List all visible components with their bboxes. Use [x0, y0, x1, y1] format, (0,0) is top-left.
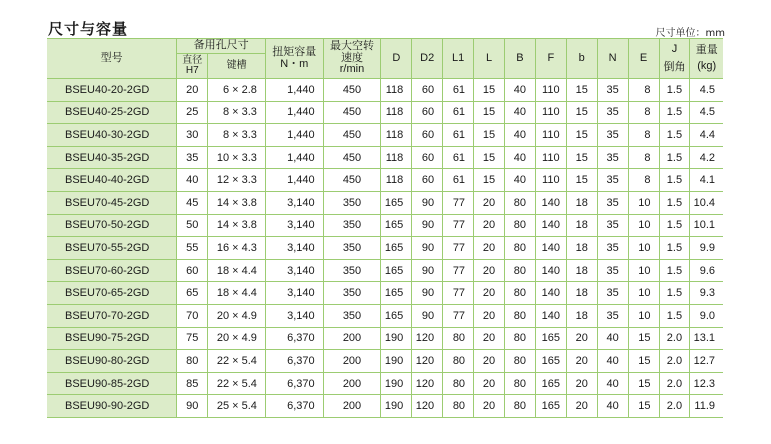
cell-L1: 61 — [443, 101, 474, 124]
cell-E: 10 — [628, 237, 659, 260]
cell-b: 18 — [566, 304, 597, 327]
cell-torque: 3,140 — [265, 191, 323, 214]
cell-B: 80 — [504, 327, 535, 350]
header-speed — [323, 39, 381, 79]
cell-weight: 4.5 — [690, 101, 723, 124]
cell-B: 40 — [504, 169, 535, 192]
cell-N: 35 — [597, 259, 628, 282]
cell-F: 165 — [535, 350, 566, 373]
cell-weight: 12.7 — [690, 350, 723, 373]
cell-B: 80 — [504, 350, 535, 373]
cell-N: 35 — [597, 169, 628, 192]
cell-B: 80 — [504, 304, 535, 327]
cell-E: 15 — [628, 350, 659, 373]
cell-D2: 60 — [412, 124, 443, 147]
cell-N: 35 — [597, 101, 628, 124]
table-row — [47, 395, 723, 418]
cell-J: 1.5 — [659, 146, 690, 169]
cell-speed: 350 — [323, 237, 381, 260]
cell-N: 40 — [597, 372, 628, 395]
table-row — [47, 124, 723, 147]
cell-L: 20 — [474, 237, 505, 260]
cell-model: BSEU70-70-2GD — [47, 304, 177, 327]
cell-D: 165 — [381, 191, 412, 214]
cell-N: 35 — [597, 304, 628, 327]
cell-bore-dia: 25 — [177, 101, 208, 124]
cell-L1: 80 — [443, 372, 474, 395]
cell-model: BSEU70-50-2GD — [47, 214, 177, 237]
cell-L1: 61 — [443, 79, 474, 102]
cell-E: 15 — [628, 395, 659, 418]
cell-L: 20 — [474, 191, 505, 214]
cell-D: 118 — [381, 124, 412, 147]
cell-bore-dia: 80 — [177, 350, 208, 373]
cell-F: 140 — [535, 237, 566, 260]
cell-B: 80 — [504, 259, 535, 282]
header-D2: D2 — [412, 39, 443, 79]
cell-L: 15 — [474, 101, 505, 124]
cell-N: 40 — [597, 350, 628, 373]
cell-keyway: 14 × 3.8 — [208, 214, 266, 237]
cell-b: 20 — [566, 395, 597, 418]
cell-J: 2.0 — [659, 372, 690, 395]
cell-D2: 60 — [412, 101, 443, 124]
cell-J: 2.0 — [659, 350, 690, 373]
cell-F: 140 — [535, 259, 566, 282]
cell-torque: 3,140 — [265, 304, 323, 327]
header-model: 型号 — [47, 39, 177, 79]
cell-J: 1.5 — [659, 101, 690, 124]
cell-D: 190 — [381, 395, 412, 418]
cell-speed: 350 — [323, 304, 381, 327]
page-title: 尺寸与容量 — [48, 20, 129, 38]
cell-weight: 13.1 — [690, 327, 723, 350]
table-row — [47, 282, 723, 305]
cell-keyway: 22 × 5.4 — [208, 372, 266, 395]
header-N: N — [597, 39, 628, 79]
cell-weight: 9.9 — [690, 237, 723, 260]
cell-N: 35 — [597, 282, 628, 305]
cell-bore-dia: 85 — [177, 372, 208, 395]
table-row — [47, 101, 723, 124]
cell-b: 18 — [566, 282, 597, 305]
table-row — [47, 214, 723, 237]
cell-J: 1.5 — [659, 169, 690, 192]
header-L1: L1 — [443, 39, 474, 79]
cell-weight: 4.5 — [690, 79, 723, 102]
cell-B: 40 — [504, 79, 535, 102]
cell-B: 80 — [504, 372, 535, 395]
cell-E: 10 — [628, 304, 659, 327]
cell-keyway: 25 × 5.4 — [208, 395, 266, 418]
cell-F: 110 — [535, 101, 566, 124]
cell-torque: 3,140 — [265, 237, 323, 260]
cell-F: 140 — [535, 304, 566, 327]
table-row — [47, 79, 723, 102]
cell-model: BSEU70-45-2GD — [47, 191, 177, 214]
cell-keyway: 22 × 5.4 — [208, 350, 266, 373]
cell-L1: 77 — [443, 237, 474, 260]
cell-L1: 61 — [443, 146, 474, 169]
cell-B: 80 — [504, 237, 535, 260]
cell-bore-dia: 75 — [177, 327, 208, 350]
cell-B: 80 — [504, 282, 535, 305]
cell-D: 165 — [381, 304, 412, 327]
table-row — [47, 169, 723, 192]
cell-L: 20 — [474, 259, 505, 282]
table-row — [47, 259, 723, 282]
cell-B: 80 — [504, 395, 535, 418]
cell-J: 1.5 — [659, 79, 690, 102]
header-bore-dia — [177, 54, 208, 79]
cell-torque: 3,140 — [265, 259, 323, 282]
cell-model: BSEU70-65-2GD — [47, 282, 177, 305]
header-torque — [265, 39, 323, 79]
cell-F: 165 — [535, 327, 566, 350]
cell-L: 20 — [474, 304, 505, 327]
header-keyway: 键槽 — [208, 54, 266, 79]
table-body — [47, 79, 723, 418]
cell-F: 165 — [535, 395, 566, 418]
cell-E: 8 — [628, 79, 659, 102]
header-J — [659, 39, 690, 79]
cell-N: 35 — [597, 79, 628, 102]
cell-N: 35 — [597, 237, 628, 260]
cell-J: 1.5 — [659, 259, 690, 282]
cell-J: 1.5 — [659, 124, 690, 147]
cell-keyway: 20 × 4.9 — [208, 327, 266, 350]
cell-L1: 77 — [443, 214, 474, 237]
cell-D: 165 — [381, 282, 412, 305]
cell-F: 110 — [535, 124, 566, 147]
cell-J: 2.0 — [659, 395, 690, 418]
cell-bore-dia: 65 — [177, 282, 208, 305]
cell-b: 18 — [566, 191, 597, 214]
cell-model: BSEU70-55-2GD — [47, 237, 177, 260]
header-B: B — [504, 39, 535, 79]
header-row-1 — [47, 39, 723, 54]
cell-E: 8 — [628, 146, 659, 169]
cell-model: BSEU90-80-2GD — [47, 350, 177, 373]
cell-L: 20 — [474, 282, 505, 305]
cell-bore-dia: 50 — [177, 214, 208, 237]
cell-L1: 77 — [443, 191, 474, 214]
cell-F: 165 — [535, 372, 566, 395]
cell-E: 8 — [628, 101, 659, 124]
header-speed-unit: r/min — [339, 63, 365, 76]
cell-speed: 350 — [323, 259, 381, 282]
cell-weight: 9.0 — [690, 304, 723, 327]
cell-torque: 6,370 — [265, 350, 323, 373]
cell-D2: 60 — [412, 146, 443, 169]
cell-B: 40 — [504, 101, 535, 124]
header-weight-label: 重量 — [695, 43, 718, 56]
cell-bore-dia: 30 — [177, 124, 208, 147]
cell-E: 15 — [628, 327, 659, 350]
cell-F: 110 — [535, 146, 566, 169]
cell-J: 1.5 — [659, 282, 690, 305]
cell-D2: 90 — [412, 304, 443, 327]
cell-B: 40 — [504, 146, 535, 169]
cell-speed: 450 — [323, 124, 381, 147]
cell-model: BSEU90-85-2GD — [47, 372, 177, 395]
cell-b: 15 — [566, 124, 597, 147]
header-weight-unit: (kg) — [697, 59, 717, 72]
cell-model: BSEU40-20-2GD — [47, 79, 177, 102]
table-row — [47, 191, 723, 214]
cell-E: 8 — [628, 124, 659, 147]
cell-keyway: 14 × 3.8 — [208, 191, 266, 214]
cell-keyway: 20 × 4.9 — [208, 304, 266, 327]
table-row — [47, 304, 723, 327]
cell-speed: 350 — [323, 191, 381, 214]
cell-D2: 120 — [412, 327, 443, 350]
cell-torque: 1,440 — [265, 101, 323, 124]
table-row — [47, 372, 723, 395]
cell-b: 18 — [566, 259, 597, 282]
cell-B: 80 — [504, 191, 535, 214]
cell-keyway: 6 × 2.8 — [208, 79, 266, 102]
cell-B: 40 — [504, 124, 535, 147]
cell-L: 15 — [474, 79, 505, 102]
cell-D: 190 — [381, 327, 412, 350]
cell-torque: 1,440 — [265, 146, 323, 169]
cell-L1: 80 — [443, 350, 474, 373]
cell-speed: 450 — [323, 146, 381, 169]
cell-b: 20 — [566, 372, 597, 395]
cell-E: 10 — [628, 191, 659, 214]
cell-torque: 6,370 — [265, 327, 323, 350]
cell-weight: 4.4 — [690, 124, 723, 147]
cell-speed: 450 — [323, 101, 381, 124]
cell-keyway: 8 × 3.3 — [208, 124, 266, 147]
cell-b: 18 — [566, 237, 597, 260]
cell-weight: 10.4 — [690, 191, 723, 214]
table-row — [47, 327, 723, 350]
cell-weight: 11.9 — [690, 395, 723, 418]
header-J-label: J — [671, 42, 678, 55]
cell-speed: 200 — [323, 327, 381, 350]
cell-model: BSEU70-60-2GD — [47, 259, 177, 282]
cell-J: 2.0 — [659, 327, 690, 350]
cell-model: BSEU40-35-2GD — [47, 146, 177, 169]
cell-D: 190 — [381, 350, 412, 373]
cell-keyway: 18 × 4.4 — [208, 259, 266, 282]
cell-keyway: 18 × 4.4 — [208, 282, 266, 305]
cell-L1: 80 — [443, 395, 474, 418]
cell-J: 1.5 — [659, 237, 690, 260]
cell-L: 20 — [474, 372, 505, 395]
table-row — [47, 146, 723, 169]
cell-N: 40 — [597, 327, 628, 350]
cell-D: 165 — [381, 259, 412, 282]
cell-D2: 120 — [412, 372, 443, 395]
cell-J: 1.5 — [659, 304, 690, 327]
cell-B: 80 — [504, 214, 535, 237]
cell-D: 190 — [381, 372, 412, 395]
cell-J: 1.5 — [659, 214, 690, 237]
cell-L: 20 — [474, 350, 505, 373]
cell-N: 35 — [597, 214, 628, 237]
cell-model: BSEU90-75-2GD — [47, 327, 177, 350]
cell-L: 20 — [474, 327, 505, 350]
cell-N: 40 — [597, 395, 628, 418]
cell-speed: 200 — [323, 372, 381, 395]
cell-D2: 90 — [412, 214, 443, 237]
header-torque-unit: N・m — [280, 57, 309, 70]
cell-F: 140 — [535, 282, 566, 305]
cell-model: BSEU40-25-2GD — [47, 101, 177, 124]
cell-bore-dia: 20 — [177, 79, 208, 102]
cell-D2: 90 — [412, 237, 443, 260]
header-weight — [690, 39, 723, 79]
cell-L: 15 — [474, 146, 505, 169]
cell-L: 20 — [474, 214, 505, 237]
cell-L1: 80 — [443, 327, 474, 350]
cell-bore-dia: 60 — [177, 259, 208, 282]
cell-speed: 200 — [323, 395, 381, 418]
header-L: L — [474, 39, 505, 79]
unit-label: 尺寸单位：mm — [655, 28, 725, 39]
cell-keyway: 16 × 4.3 — [208, 237, 266, 260]
header-bore-group: 备用孔尺寸 — [177, 39, 266, 54]
cell-bore-dia: 45 — [177, 191, 208, 214]
cell-speed: 450 — [323, 169, 381, 192]
cell-E: 10 — [628, 282, 659, 305]
cell-L1: 77 — [443, 304, 474, 327]
cell-b: 15 — [566, 101, 597, 124]
header-speed-line1: 最大空转 — [329, 40, 374, 53]
cell-torque: 1,440 — [265, 79, 323, 102]
cell-L: 15 — [474, 124, 505, 147]
cell-speed: 200 — [323, 350, 381, 373]
cell-F: 140 — [535, 214, 566, 237]
cell-b: 15 — [566, 79, 597, 102]
cell-F: 140 — [535, 191, 566, 214]
cell-keyway: 8 × 3.3 — [208, 101, 266, 124]
cell-b: 15 — [566, 169, 597, 192]
header-speed-line2: 速度 — [340, 51, 363, 64]
cell-torque: 3,140 — [265, 214, 323, 237]
header-bore-dia-tol: H7 — [185, 65, 199, 76]
cell-bore-dia: 55 — [177, 237, 208, 260]
cell-D2: 60 — [412, 79, 443, 102]
cell-D: 165 — [381, 237, 412, 260]
cell-L: 20 — [474, 395, 505, 418]
cell-N: 35 — [597, 146, 628, 169]
cell-weight: 4.1 — [690, 169, 723, 192]
header-D: D — [381, 39, 412, 79]
cell-torque: 6,370 — [265, 372, 323, 395]
cell-D: 118 — [381, 79, 412, 102]
cell-E: 10 — [628, 214, 659, 237]
cell-N: 35 — [597, 191, 628, 214]
cell-F: 110 — [535, 79, 566, 102]
cell-torque: 1,440 — [265, 169, 323, 192]
cell-b: 20 — [566, 350, 597, 373]
cell-E: 15 — [628, 372, 659, 395]
cell-E: 8 — [628, 169, 659, 192]
cell-model: BSEU90-90-2GD — [47, 395, 177, 418]
cell-D: 118 — [381, 101, 412, 124]
cell-torque: 6,370 — [265, 395, 323, 418]
cell-speed: 350 — [323, 214, 381, 237]
cell-speed: 450 — [323, 79, 381, 102]
header-b: b — [566, 39, 597, 79]
cell-model: BSEU40-30-2GD — [47, 124, 177, 147]
table-row — [47, 237, 723, 260]
cell-L: 15 — [474, 169, 505, 192]
cell-bore-dia: 35 — [177, 146, 208, 169]
cell-weight: 9.3 — [690, 282, 723, 305]
cell-torque: 3,140 — [265, 282, 323, 305]
cell-b: 15 — [566, 146, 597, 169]
cell-torque: 1,440 — [265, 124, 323, 147]
cell-b: 20 — [566, 327, 597, 350]
header-F: F — [535, 39, 566, 79]
header-J-sub: 倒角 — [663, 60, 686, 73]
cell-keyway: 10 × 3.3 — [208, 146, 266, 169]
cell-weight: 9.6 — [690, 259, 723, 282]
table-row — [47, 350, 723, 373]
cell-D2: 90 — [412, 282, 443, 305]
cell-D2: 60 — [412, 169, 443, 192]
cell-F: 110 — [535, 169, 566, 192]
cell-D2: 90 — [412, 259, 443, 282]
header-torque-label: 扭矩容量 — [272, 45, 317, 58]
cell-J: 1.5 — [659, 191, 690, 214]
cell-D: 165 — [381, 214, 412, 237]
cell-E: 10 — [628, 259, 659, 282]
cell-N: 35 — [597, 124, 628, 147]
cell-D2: 120 — [412, 395, 443, 418]
header-E: E — [628, 39, 659, 79]
cell-L1: 61 — [443, 169, 474, 192]
cell-bore-dia: 40 — [177, 169, 208, 192]
dimension-capacity-table — [47, 38, 723, 418]
cell-weight: 10.1 — [690, 214, 723, 237]
header-bore-dia-label: 直径 — [182, 54, 203, 66]
cell-weight: 4.2 — [690, 146, 723, 169]
cell-bore-dia: 90 — [177, 395, 208, 418]
cell-bore-dia: 70 — [177, 304, 208, 327]
cell-L1: 77 — [443, 259, 474, 282]
cell-D2: 90 — [412, 191, 443, 214]
cell-D: 118 — [381, 146, 412, 169]
cell-keyway: 12 × 3.3 — [208, 169, 266, 192]
cell-model: BSEU40-40-2GD — [47, 169, 177, 192]
cell-weight: 12.3 — [690, 372, 723, 395]
cell-b: 18 — [566, 214, 597, 237]
cell-speed: 350 — [323, 282, 381, 305]
cell-D2: 120 — [412, 350, 443, 373]
cell-D: 118 — [381, 169, 412, 192]
cell-L1: 77 — [443, 282, 474, 305]
cell-L1: 61 — [443, 124, 474, 147]
